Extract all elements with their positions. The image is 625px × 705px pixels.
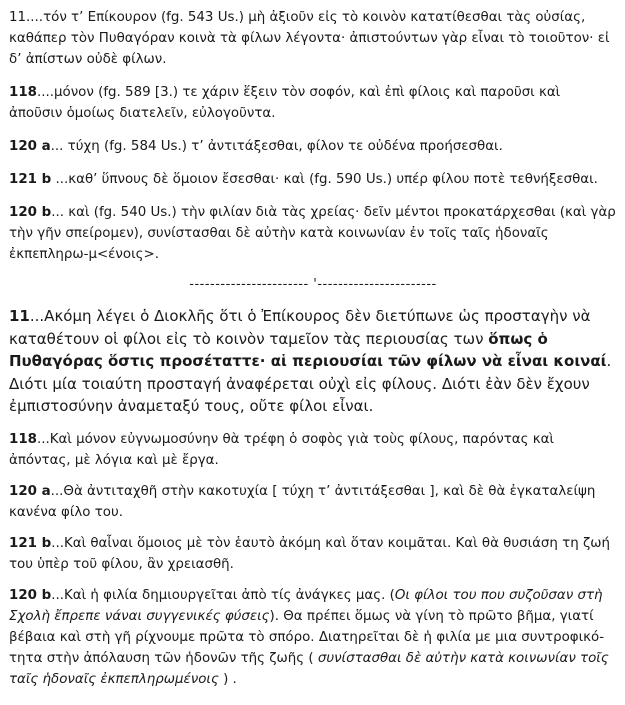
text-segment: ...καθ’ ὕπνους δὲ ὅμοιον ἔσεσθαι· καὶ (fg. 590 Us.) υπέρ φίλου ποτὲ τεθνήξεσθαι. (51, 172, 598, 187)
text-segment: ...Θὰ ἀντιταχθῆ στὴν κακοτυχία [ τύχη τ’ ἀντιτάξεσθαι ], καὶ δὲ θὰ ἐγκαταλείψη κανένα φίλο του. (9, 483, 596, 520)
fragment-number: 120 a (9, 483, 51, 499)
fragment-paragraph (9, 481, 617, 523)
fragment-number: 11 (9, 307, 30, 325)
text-segment: ...Καὶ θαἶναι ὅμοιος μὲ τὸν ἑαυτὸ ἀκόμη καὶ ὅταν κοιμᾶται. Καὶ θὰ θυσιάση τη ζωή του ὑπὲρ τοῦ φίλου, ἂν χρειασθῆ. (9, 535, 610, 572)
fragment-number: 118 (9, 431, 37, 447)
text-segment: ) . (218, 671, 237, 687)
text-segment: . Διότι μία τοιαύτη προσταγή ἀναφέρεται οὐχὶ εἰς φίλους. Διότι ἐὰν δὲν ἔχουν ἐμπιστοσύνην ἀναμεταξύ τους, οὔτε φίλοι εἶναι. (9, 352, 612, 415)
fragment-number: 118 (9, 85, 37, 100)
fragment-number: 121 b (9, 535, 52, 551)
text-segment: ). Θα πρέπει ὅμως νὰ γίνη τὸ πρῶτο βῆμα, γιατί βέβαια καὶ στὴ γῆ ρίχνουμε πρῶτα τὸ σπόρο. Διατηρεῖται δὲ ἡ φιλία με μια συντροφικό-τητα στὴν ἀπόλαυση τῶν ἡδονῶν τῆς ζωῆς ( (9, 608, 605, 666)
fragment-paragraph (9, 82, 617, 124)
fragment-number: 120 a (9, 139, 51, 154)
text-segment: 11....τόν τ’ Επίκουρον (fg. 543 Us.) μὴ ἀξιοῦν εἰς τὸ κοινὸν κατατίθεσθαι τὰς οὐσίας, καθάπερ τὸν Πυθαγόραν κοινὰ τὰ φίλων λέγοντα· ἀπιστούντων γὰρ εἶναι τὸ τοιοῦτον· εἰ δ’ ἀπίστων οὐδὲ φίλων. (9, 10, 610, 67)
fragment-number: 120 b (9, 587, 52, 603)
fragment-paragraph (9, 136, 617, 157)
text-segment: συνίστασθαι δὲ αὐτὴν κατὰ κοινωνίαν τοῖς ταῖς ἡδοναῖς ἐκπεπληρωμένοις (9, 650, 609, 687)
fragment-paragraph (9, 7, 617, 70)
text-segment: ...Καὶ μόνον εὐγνωμοσύνην θὰ τρέφη ὁ σοφὸς γιὰ τοὺς φίλους, παρόντας καὶ ἀπόντας, μὲ λόγια καὶ μὲ ἔργα. (9, 431, 554, 468)
fragment-paragraph (9, 585, 617, 690)
text-segment: ....μόνον (fg. 589 [3.) τε χάριν ἕξειν τὸν σοφόν, καὶ ἐπὶ φίλοις καὶ παροῦσι καὶ ἀποῦσιν ὁμοίως διατελεῖν, εὐλογοῦντα. (9, 85, 561, 121)
fragment-paragraph (9, 202, 617, 265)
text-segment: ... καὶ (fg. 540 Us.) τὴν φιλίαν διὰ τὰς χρείας· δεῖν μέντοι προκατάρχεσθαι (καὶ γὰρ τὴν γῆν σπείρομεν), συνίστασθαι δὲ αὐτὴν κατὰ κοινωνίαν ἐν τοῖς ταῖς ἡδοναῖς ἐκπεπληρω-μ<ένοις>. (9, 205, 616, 262)
section-divider: ----------------------- '----------------------- (189, 277, 437, 292)
text-segment: Οι φίλοι του που συζοῦσαν στὴ Σχολὴ ἔπρεπε νάναι συγγενικές φύσεις (9, 587, 603, 624)
fragment-paragraph (9, 533, 617, 575)
text-segment: ...Καὶ ἡ φιλία δημιουργεῖται ἀπὸ τίς ἀνάγκες μας. ( (51, 587, 395, 603)
text-segment: ὅπως ὁ Πυθαγόρας ὅστις προσέταττε· αἱ περιουσίαι τῶν φίλων νὰ εἶναι κοιναί (9, 329, 607, 370)
text-segment: ... τύχη (fg. 584 Us.) τ’ ἀντιτάξεσθαι, φίλον τε οὐδένα προήσεσθαι. (50, 139, 503, 154)
ancient-greek-fragments-section (9, 7, 617, 265)
text-segment: ...Ακόμη λέγει ὁ Διοκλῆς ὅτι ὁ Ἐπίκουρος δὲν διετύπωνε ὡς προσταγὴν νὰ καταθέτουν οἱ φίλοι εἰς τὸ κοινὸν ταμεῖον τὰς περιουσίας των (9, 307, 591, 348)
fragment-paragraph (9, 169, 617, 190)
fragment-paragraph (9, 305, 617, 418)
fragment-number: 121 b (9, 172, 52, 187)
fragment-number: 120 b (9, 205, 52, 220)
modern-greek-translation-section (9, 305, 617, 690)
fragment-paragraph (9, 429, 617, 471)
